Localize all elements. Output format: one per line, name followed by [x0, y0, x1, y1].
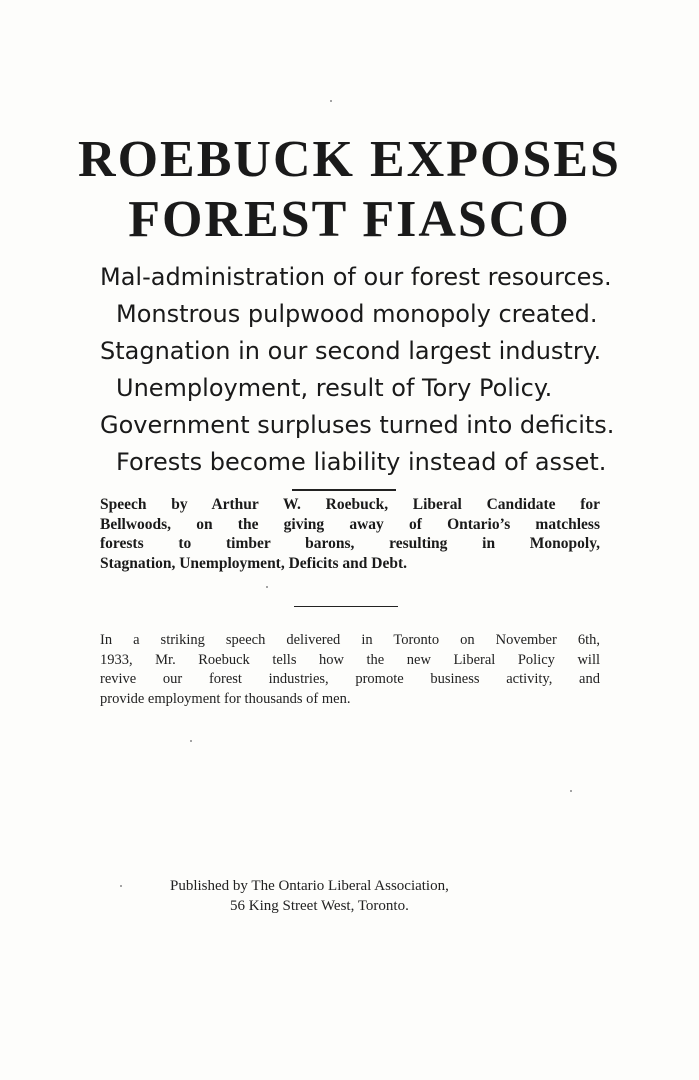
title-line-1: ROEBUCK EXPOSES: [78, 131, 621, 188]
headline-4: Unemployment, result of Tory Policy.: [116, 374, 553, 402]
summary-line-4: provide employment for thousands of men.: [100, 690, 351, 707]
paper-speck: [266, 586, 268, 588]
divider-rule: [292, 489, 396, 491]
summary-line-1: In a striking speech delivered in Toronto on November 6th,: [100, 632, 600, 648]
speech-line-2: Bellwoods, on the giving away of Ontario’s matchless: [100, 515, 600, 533]
summary-paragraph: [100, 631, 600, 709]
headline-2: Monstrous pulpwood monopoly created.: [116, 300, 598, 328]
summary-line-2: 1933, Mr. Roebuck tells how the new Liberal Policy will: [100, 651, 600, 668]
headline-3: Stagnation in our second largest industry.: [100, 337, 602, 365]
paper-speck: [190, 740, 192, 742]
speech-paragraph: [100, 495, 600, 573]
paper-speck: [120, 885, 122, 887]
paper-speck: [330, 100, 332, 102]
publisher-address: 56 King Street West, Toronto.: [230, 898, 409, 914]
headline-5: Government surpluses turned into deficits.: [100, 411, 615, 439]
title-line-2: FOREST FIASCO: [128, 191, 571, 248]
speech-line-1: Speech by Arthur W. Roebuck, Liberal Candidate for: [100, 496, 600, 513]
summary-line-3: revive our forest industries, promote business activity, and: [100, 671, 600, 687]
headline-1: Mal-administration of our forest resources.: [100, 263, 612, 291]
publisher-line-1: Published by The Ontario Liberal Association,: [170, 878, 449, 894]
speech-line-4: Stagnation, Unemployment, Deficits and Debt.: [100, 554, 407, 572]
divider-rule: [294, 606, 398, 607]
headline-6: Forests become liability instead of asset.: [116, 448, 607, 476]
paper-speck: [570, 790, 572, 792]
speech-line-3: forests to timber barons, resulting in Monopoly,: [100, 535, 600, 552]
